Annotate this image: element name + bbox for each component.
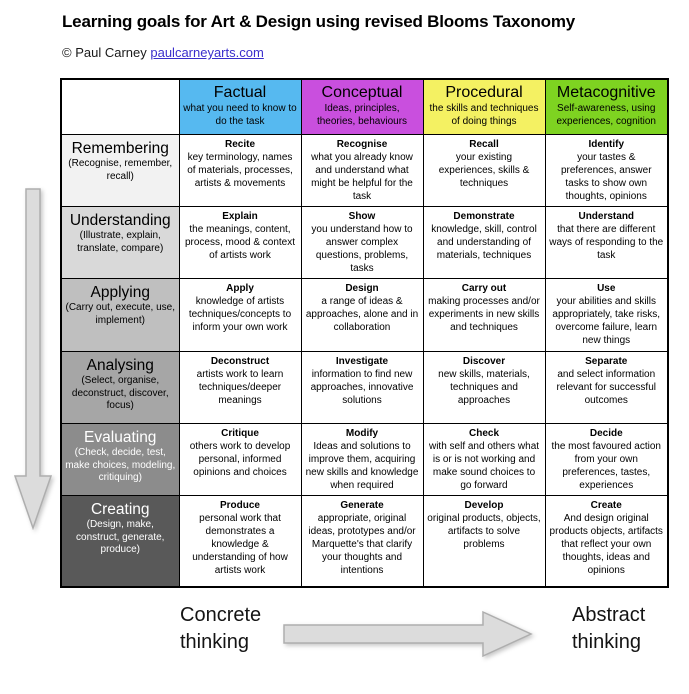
cell-term: Critique bbox=[221, 427, 259, 439]
cell-desc: you understand how to answer complex questions, problems, tasks bbox=[311, 223, 413, 274]
matrix-cell bbox=[179, 351, 301, 423]
abstract-thinking-label: Abstract thinking bbox=[572, 604, 646, 653]
matrix-cell bbox=[301, 134, 423, 206]
cell-desc: And design original products objects, artifacts that reflect your own thoughts, ideas and opinions bbox=[549, 512, 663, 576]
matrix-cell bbox=[545, 206, 668, 278]
page-title: Learning goals for Art & Design using revised Blooms Taxonomy bbox=[62, 12, 575, 31]
row-header-remembering bbox=[61, 134, 179, 206]
cell-term: Deconstruct bbox=[210, 355, 270, 367]
cell-term: Discover bbox=[462, 355, 506, 367]
row-title: Analysing bbox=[86, 356, 154, 374]
concrete-thinking-label: Concrete thinking bbox=[180, 604, 262, 653]
matrix-cell bbox=[301, 278, 423, 351]
cell-desc: knowledge, skill, control and understanding of materials, techniques bbox=[431, 223, 537, 261]
matrix-cell bbox=[301, 351, 423, 423]
column-label: Factual bbox=[213, 84, 267, 101]
cell-desc: the meanings, content, process, mood & context of artists work bbox=[184, 223, 296, 261]
blooms-matrix-table bbox=[60, 78, 669, 588]
column-desc: what you need to know to do the task bbox=[183, 103, 297, 127]
cell-desc: Ideas and solutions to improve them, acquiring new skills and knowledge when required bbox=[305, 440, 419, 491]
cell-desc: what you already know and understand what might be helpful for the task bbox=[311, 151, 413, 202]
cell-desc: knowledge of artists techniques/concepts to inform your own work bbox=[188, 295, 292, 333]
copyright-line bbox=[62, 45, 264, 60]
row-title: Creating bbox=[90, 500, 150, 518]
matrix-cell bbox=[179, 423, 301, 495]
cell-term: Recognise bbox=[336, 138, 388, 150]
cell-desc: your tastes & preferences, answer tasks to show own thoughts, opinions bbox=[560, 151, 652, 202]
cell-term: Check bbox=[468, 427, 499, 439]
cell-term: Produce bbox=[219, 499, 260, 511]
cell-term: Modify bbox=[345, 427, 379, 439]
cell-desc: the most favoured action from your own preferences, tastes, experiences bbox=[551, 440, 661, 491]
cell-term: Develop bbox=[464, 499, 504, 511]
column-header-row bbox=[61, 79, 668, 134]
row-subtitle: (Check, decide, test, make choices, modeling, critiquing) bbox=[65, 447, 176, 484]
column-desc: Ideas, principles, theories, behaviours bbox=[316, 103, 408, 127]
corner-cell bbox=[61, 79, 179, 134]
cell-term: Recall bbox=[469, 138, 499, 150]
cell-desc: making processes and/or experiments in new skills and techniques bbox=[428, 295, 540, 333]
cell-term: Demonstrate bbox=[453, 210, 515, 222]
row-subtitle: (Design, make, construct, generate, produce) bbox=[76, 519, 165, 556]
column-header-procedural bbox=[423, 79, 545, 134]
column-desc: Self-awareness, using experiences, cognition bbox=[556, 103, 656, 127]
paulcarneyarts-link[interactable]: paulcarneyarts.com bbox=[150, 45, 264, 60]
cell-desc: key terminology, names of materials, processes, artists & movements bbox=[187, 151, 293, 189]
matrix-row-applying bbox=[61, 278, 668, 351]
cell-term: Understand bbox=[578, 210, 635, 222]
cell-desc: a range of ideas & approaches, alone and in collaboration bbox=[305, 295, 419, 333]
row-subtitle: (Select, organise, deconstruct, discover, focus) bbox=[71, 375, 169, 412]
column-desc: the skills and techniques of doing things bbox=[429, 103, 539, 127]
column-label: Metacognitive bbox=[556, 84, 656, 101]
column-label: Procedural bbox=[445, 84, 523, 101]
column-header-factual bbox=[179, 79, 301, 134]
matrix-cell bbox=[179, 495, 301, 587]
cell-desc: with self and others what is or is not working and make sound choices to go forward bbox=[428, 440, 540, 491]
cell-term: Design bbox=[345, 282, 379, 294]
row-header-applying bbox=[61, 278, 179, 351]
column-header-metacognitive bbox=[545, 79, 668, 134]
cell-desc: your existing experiences, skills & techniques bbox=[438, 151, 530, 189]
cell-desc: your abilities and skills appropriately, take risks, overcome failure, learn new things bbox=[552, 295, 661, 346]
matrix-row-understanding bbox=[61, 206, 668, 278]
matrix-cell bbox=[545, 278, 668, 351]
cell-term: Separate bbox=[585, 355, 628, 367]
matrix-cell bbox=[179, 206, 301, 278]
row-subtitle: (Recognise, remember, recall) bbox=[68, 158, 173, 182]
cell-term: Show bbox=[348, 210, 376, 222]
cell-term: Create bbox=[590, 499, 622, 511]
matrix-cell bbox=[423, 134, 545, 206]
cell-desc: others work to develop personal, informed opinions and choices bbox=[189, 440, 291, 478]
cell-term: Recite bbox=[224, 138, 255, 150]
row-header-evaluating bbox=[61, 423, 179, 495]
row-title: Evaluating bbox=[84, 428, 157, 446]
matrix-cell bbox=[179, 134, 301, 206]
row-subtitle: (Illustrate, explain, translate, compare) bbox=[77, 230, 164, 254]
cell-desc: information to find new approaches, innovative solutions bbox=[310, 368, 414, 406]
matrix-row-remembering bbox=[61, 134, 668, 206]
matrix-row-creating bbox=[61, 495, 668, 587]
cell-term: Investigate bbox=[335, 355, 389, 367]
copyright-text: © Paul Carney bbox=[62, 45, 147, 60]
concrete-to-abstract-arrow-icon bbox=[283, 608, 535, 660]
row-title: Applying bbox=[90, 283, 150, 301]
row-header-analysing bbox=[61, 351, 179, 423]
row-title: Understanding bbox=[69, 211, 171, 229]
matrix-cell bbox=[301, 206, 423, 278]
column-header-conceptual bbox=[301, 79, 423, 134]
matrix-row-analysing bbox=[61, 351, 668, 423]
cell-desc: personal work that demonstrates a knowledge & understanding of how artists work bbox=[192, 512, 288, 576]
depth-down-arrow-icon bbox=[13, 188, 53, 530]
cell-desc: original products, objects, artifacts to solve problems bbox=[427, 512, 541, 550]
matrix-cell bbox=[423, 423, 545, 495]
row-header-understanding bbox=[61, 206, 179, 278]
cell-desc: that there are different ways of responding to the task bbox=[549, 223, 664, 261]
matrix-cell bbox=[423, 495, 545, 587]
matrix-cell bbox=[545, 495, 668, 587]
matrix-cell bbox=[301, 495, 423, 587]
matrix-row-evaluating bbox=[61, 423, 668, 495]
cell-term: Carry out bbox=[461, 282, 507, 294]
matrix-cell bbox=[545, 134, 668, 206]
matrix-cell bbox=[423, 351, 545, 423]
matrix-cell bbox=[545, 423, 668, 495]
matrix-cell bbox=[423, 278, 545, 351]
cell-term: Decide bbox=[589, 427, 623, 439]
cell-term: Apply bbox=[226, 282, 254, 294]
cell-desc: appropriate, original ideas, prototypes and/or Marquette's that clarify your thoughts and intentions bbox=[308, 512, 416, 576]
matrix-cell bbox=[545, 351, 668, 423]
cell-term: Use bbox=[597, 282, 616, 294]
row-title: Remembering bbox=[71, 139, 169, 157]
cell-term: Explain bbox=[222, 210, 258, 222]
cell-desc: new skills, materials, techniques and approaches bbox=[438, 368, 530, 406]
cell-desc: artists work to learn techniques/deeper meanings bbox=[196, 368, 284, 406]
matrix-cell bbox=[301, 423, 423, 495]
row-subtitle: (Carry out, execute, use, implement) bbox=[65, 302, 175, 326]
cell-term: Generate bbox=[340, 499, 384, 511]
cell-desc: and select information relevant for successful outcomes bbox=[556, 368, 656, 406]
cell-term: Identify bbox=[588, 138, 625, 150]
column-label: Conceptual bbox=[321, 84, 403, 101]
matrix-cell bbox=[423, 206, 545, 278]
matrix-cell bbox=[179, 278, 301, 351]
row-header-creating bbox=[61, 495, 179, 587]
